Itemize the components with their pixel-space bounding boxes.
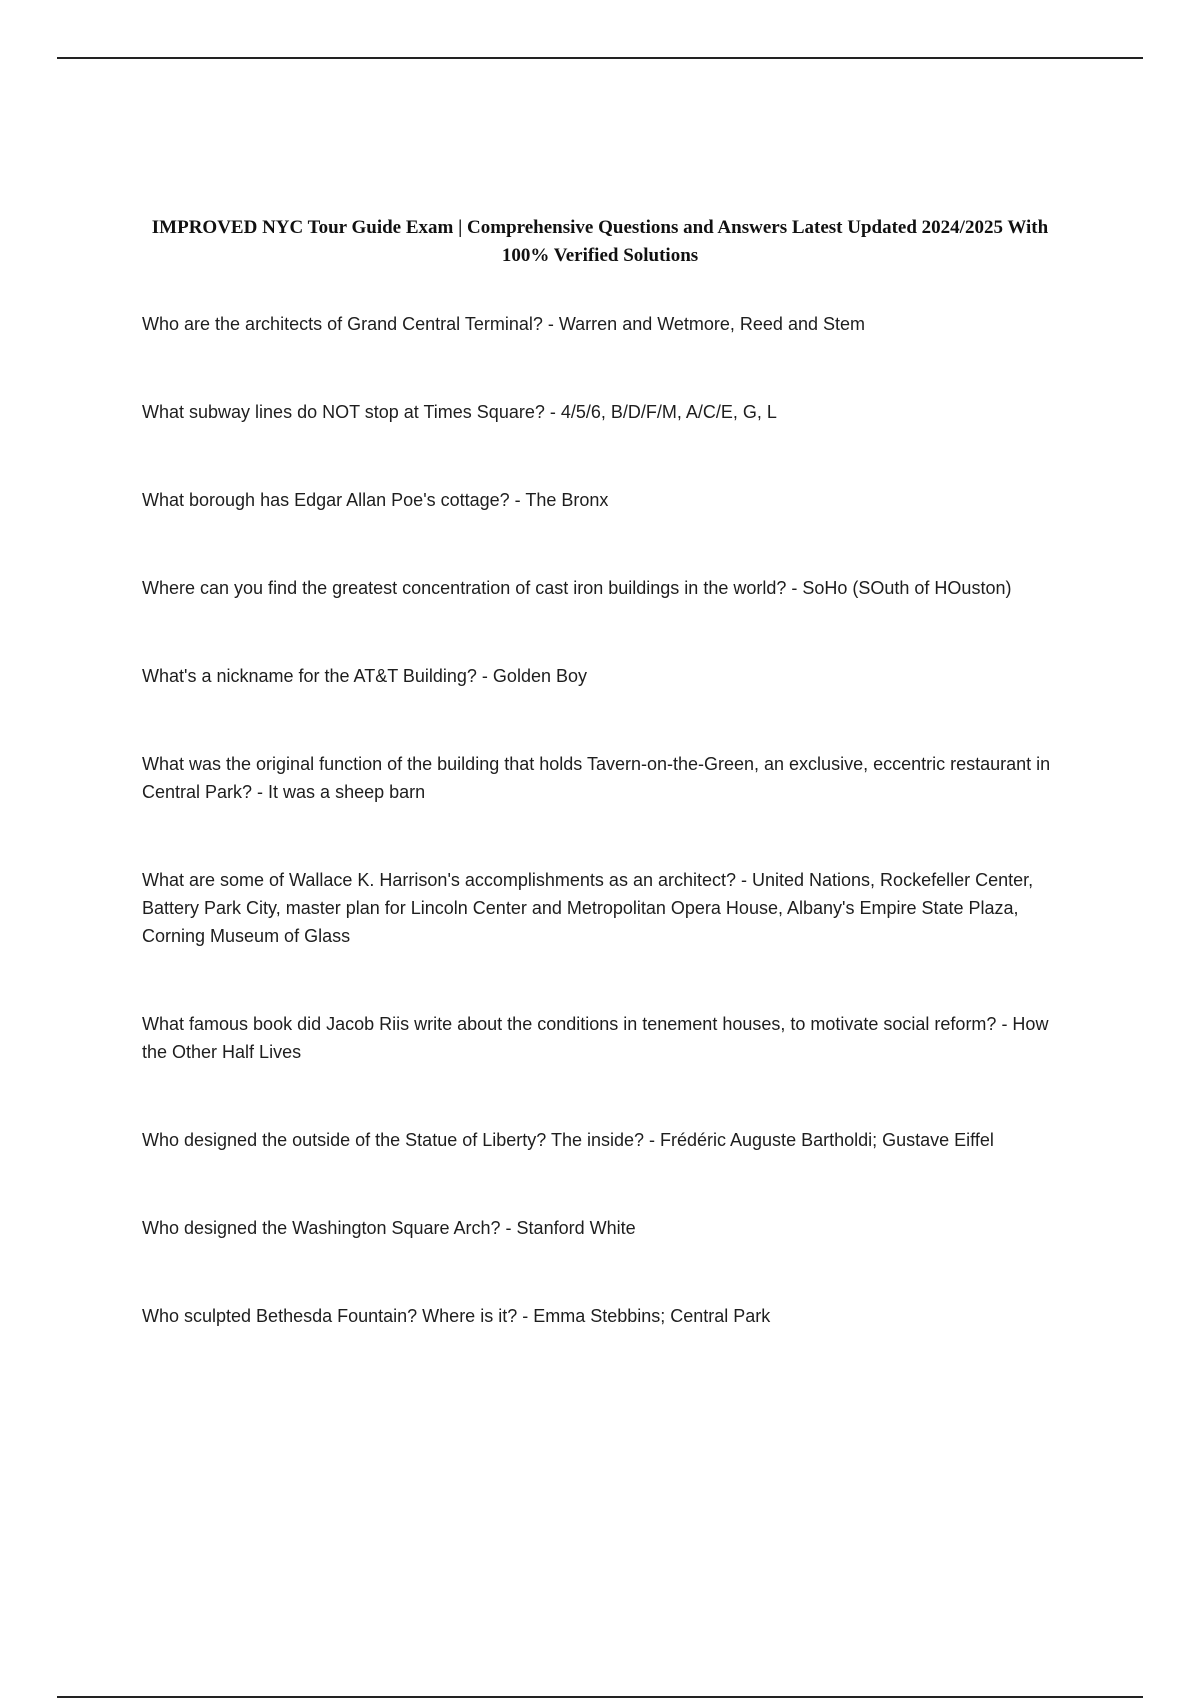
qa-item-10: Who designed the Washington Square Arch? - Stanford White xyxy=(142,1218,636,1238)
top-rule xyxy=(57,57,1143,59)
bottom-rule xyxy=(57,1696,1143,1698)
qa-item-8: What famous book did Jacob Riis write about the conditions in tenement houses, to motivate social reform? - How the Other Half Lives xyxy=(142,1014,1049,1062)
qa-item-4: Where can you find the greatest concentration of cast iron buildings in the world? - SoHo (SOuth of HOuston) xyxy=(142,578,1012,598)
qa-item-2: What subway lines do NOT stop at Times Square? - 4/5/6, B/D/F/M, A/C/E, G, L xyxy=(142,402,777,422)
qa-item-6: What was the original function of the building that holds Tavern-on-the-Green, an exclusive, eccentric restaurant in Central Park? - It was a sheep barn xyxy=(142,754,1051,802)
qa-item-11: Who sculpted Bethesda Fountain? Where is it? - Emma Stebbins; Central Park xyxy=(142,1306,771,1326)
document-title: IMPROVED NYC Tour Guide Exam | Comprehensive Questions and Answers Latest Updated 2024/2025 With 100% Verified Solutions xyxy=(151,217,1049,266)
qa-item-3: What borough has Edgar Allan Poe's cottage? - The Bronx xyxy=(142,490,609,510)
qa-list xyxy=(142,310,1062,1390)
qa-item-7: What are some of Wallace K. Harrison's accomplishments as an architect? - United Nations, Rockefeller Center, Battery Park City, master plan for Lincoln Center and Metropolitan Opera House, Albany's Empire State Plaza, Corning Museum of Glass xyxy=(142,870,1034,946)
qa-item-9: Who designed the outside of the Statue of Liberty? The inside? - Frédéric Auguste Bartholdi; Gustave Eiffel xyxy=(142,1130,994,1150)
qa-item-1: Who are the architects of Grand Central Terminal? - Warren and Wetmore, Reed and Stem xyxy=(142,314,865,334)
qa-item-5: What's a nickname for the AT&T Building? - Golden Boy xyxy=(142,666,587,686)
